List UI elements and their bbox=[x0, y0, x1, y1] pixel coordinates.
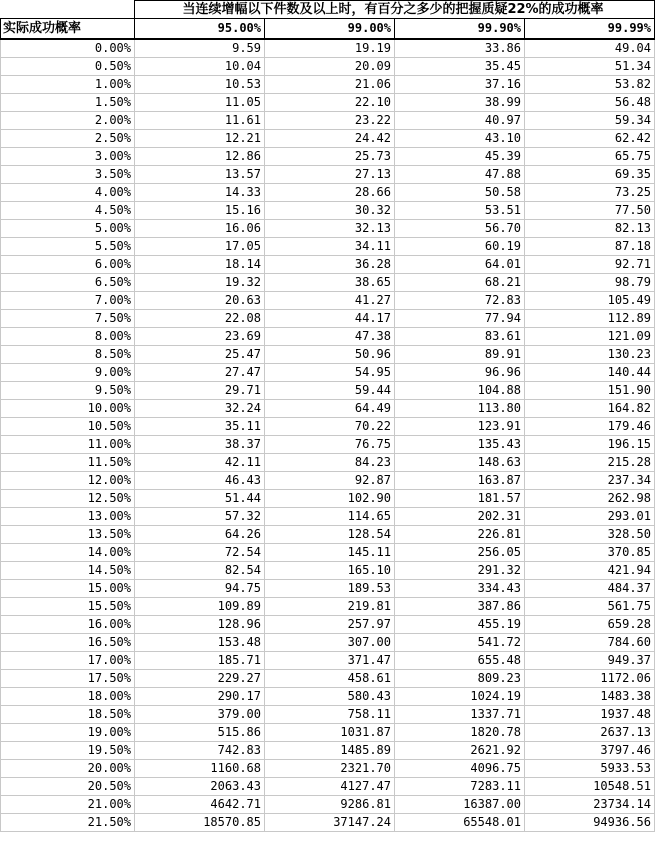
value-cell-99[interactable]: 580.43 bbox=[265, 688, 395, 706]
value-cell-99-99[interactable]: 87.18 bbox=[525, 238, 655, 256]
table-row bbox=[1, 778, 655, 796]
table-row bbox=[1, 616, 655, 634]
value-cell-99[interactable]: 41.27 bbox=[265, 292, 395, 310]
table-row bbox=[1, 454, 655, 472]
spreadsheet-body bbox=[1, 1, 655, 832]
value-cell-95[interactable]: 29.71 bbox=[135, 382, 265, 400]
value-cell-95[interactable]: 153.48 bbox=[135, 634, 265, 652]
rate-cell[interactable]: 16.50% bbox=[1, 634, 135, 652]
value-cell-99-9[interactable]: 72.83 bbox=[395, 292, 525, 310]
rate-cell[interactable]: 3.00% bbox=[1, 148, 135, 166]
value-cell-95[interactable]: 742.83 bbox=[135, 742, 265, 760]
value-cell-99-9[interactable]: 65548.01 bbox=[395, 814, 525, 832]
value-cell-99-9[interactable]: 64.01 bbox=[395, 256, 525, 274]
rate-cell[interactable]: 9.00% bbox=[1, 364, 135, 382]
value-cell-95[interactable]: 82.54 bbox=[135, 562, 265, 580]
table-row bbox=[1, 220, 655, 238]
table-row bbox=[1, 814, 655, 832]
value-cell-99[interactable]: 165.10 bbox=[265, 562, 395, 580]
rate-cell[interactable]: 18.50% bbox=[1, 706, 135, 724]
rate-cell[interactable]: 14.00% bbox=[1, 544, 135, 562]
table-row bbox=[1, 76, 655, 94]
value-cell-99-9[interactable]: 202.31 bbox=[395, 508, 525, 526]
value-cell-99-99[interactable]: 164.82 bbox=[525, 400, 655, 418]
value-cell-99[interactable]: 37147.24 bbox=[265, 814, 395, 832]
value-cell-99[interactable]: 102.90 bbox=[265, 490, 395, 508]
value-cell-99[interactable]: 189.53 bbox=[265, 580, 395, 598]
value-cell-99[interactable]: 38.65 bbox=[265, 274, 395, 292]
value-cell-99-99[interactable]: 5933.53 bbox=[525, 760, 655, 778]
value-cell-99-9[interactable]: 135.43 bbox=[395, 436, 525, 454]
value-cell-99[interactable]: 307.00 bbox=[265, 634, 395, 652]
rate-cell[interactable]: 7.00% bbox=[1, 292, 135, 310]
value-cell-99-99[interactable]: 659.28 bbox=[525, 616, 655, 634]
rate-cell[interactable]: 17.00% bbox=[1, 652, 135, 670]
table-row bbox=[1, 310, 655, 328]
value-cell-99[interactable]: 23.22 bbox=[265, 112, 395, 130]
value-cell-99-99[interactable]: 1937.48 bbox=[525, 706, 655, 724]
value-cell-99-99[interactable]: 59.34 bbox=[525, 112, 655, 130]
value-cell-99-9[interactable]: 38.99 bbox=[395, 94, 525, 112]
value-cell-99-9[interactable]: 455.19 bbox=[395, 616, 525, 634]
table-row bbox=[1, 166, 655, 184]
value-cell-99[interactable]: 27.13 bbox=[265, 166, 395, 184]
table-row bbox=[1, 508, 655, 526]
value-cell-95[interactable]: 11.05 bbox=[135, 94, 265, 112]
value-cell-99[interactable]: 64.49 bbox=[265, 400, 395, 418]
table-row bbox=[1, 760, 655, 778]
table-row bbox=[1, 94, 655, 112]
value-cell-99-99[interactable]: 484.37 bbox=[525, 580, 655, 598]
table-row bbox=[1, 670, 655, 688]
value-cell-99-9[interactable]: 1337.71 bbox=[395, 706, 525, 724]
value-cell-95[interactable]: 32.24 bbox=[135, 400, 265, 418]
value-cell-99[interactable]: 54.95 bbox=[265, 364, 395, 382]
value-cell-99[interactable]: 219.81 bbox=[265, 598, 395, 616]
table-row bbox=[1, 346, 655, 364]
value-cell-95[interactable]: 51.44 bbox=[135, 490, 265, 508]
value-cell-99-9[interactable]: 226.81 bbox=[395, 526, 525, 544]
value-cell-95[interactable]: 27.47 bbox=[135, 364, 265, 382]
value-cell-95[interactable]: 379.00 bbox=[135, 706, 265, 724]
value-cell-95[interactable]: 2063.43 bbox=[135, 778, 265, 796]
table-row bbox=[1, 634, 655, 652]
value-cell-99[interactable]: 22.10 bbox=[265, 94, 395, 112]
value-cell-99-99[interactable]: 293.01 bbox=[525, 508, 655, 526]
table-row bbox=[1, 472, 655, 490]
value-cell-99-99[interactable]: 94936.56 bbox=[525, 814, 655, 832]
rate-cell[interactable]: 15.50% bbox=[1, 598, 135, 616]
value-cell-95[interactable]: 109.89 bbox=[135, 598, 265, 616]
table-title[interactable]: 当连续增幅以下件数及以上时，有百分之多少的把握质疑22%的成功概率 bbox=[135, 1, 655, 19]
table-row bbox=[1, 112, 655, 130]
value-cell-95[interactable]: 23.69 bbox=[135, 328, 265, 346]
value-cell-99-9[interactable]: 4096.75 bbox=[395, 760, 525, 778]
value-cell-95[interactable]: 18.14 bbox=[135, 256, 265, 274]
value-cell-99[interactable]: 44.17 bbox=[265, 310, 395, 328]
rate-cell[interactable]: 12.50% bbox=[1, 490, 135, 508]
value-cell-99-9[interactable]: 16387.00 bbox=[395, 796, 525, 814]
column-header-99-9[interactable]: 99.90% bbox=[395, 19, 525, 40]
value-cell-99-99[interactable]: 3797.46 bbox=[525, 742, 655, 760]
value-cell-99[interactable]: 59.44 bbox=[265, 382, 395, 400]
table-row bbox=[1, 706, 655, 724]
rate-cell[interactable]: 1.00% bbox=[1, 76, 135, 94]
table-row bbox=[1, 39, 655, 58]
value-cell-99-99[interactable]: 82.13 bbox=[525, 220, 655, 238]
rate-cell[interactable]: 18.00% bbox=[1, 688, 135, 706]
value-cell-99-9[interactable]: 40.97 bbox=[395, 112, 525, 130]
table-row bbox=[1, 238, 655, 256]
rate-cell[interactable]: 4.00% bbox=[1, 184, 135, 202]
rate-cell[interactable]: 11.50% bbox=[1, 454, 135, 472]
value-cell-99-9[interactable]: 77.94 bbox=[395, 310, 525, 328]
column-header-99-99[interactable]: 99.99% bbox=[525, 19, 655, 40]
value-cell-99-9[interactable]: 47.88 bbox=[395, 166, 525, 184]
value-cell-99-99[interactable]: 69.35 bbox=[525, 166, 655, 184]
rate-cell[interactable]: 0.00% bbox=[1, 39, 135, 58]
value-cell-99[interactable]: 32.13 bbox=[265, 220, 395, 238]
value-cell-99-9[interactable]: 37.16 bbox=[395, 76, 525, 94]
rate-cell[interactable]: 1.50% bbox=[1, 94, 135, 112]
title-row bbox=[1, 1, 655, 19]
value-cell-99-99[interactable]: 62.42 bbox=[525, 130, 655, 148]
value-cell-99[interactable]: 30.32 bbox=[265, 202, 395, 220]
rate-cell[interactable]: 5.50% bbox=[1, 238, 135, 256]
value-cell-99-99[interactable]: 23734.14 bbox=[525, 796, 655, 814]
value-cell-99[interactable]: 76.75 bbox=[265, 436, 395, 454]
value-cell-99[interactable]: 9286.81 bbox=[265, 796, 395, 814]
rate-cell[interactable]: 8.50% bbox=[1, 346, 135, 364]
value-cell-99-99[interactable]: 421.94 bbox=[525, 562, 655, 580]
value-cell-99[interactable]: 145.11 bbox=[265, 544, 395, 562]
table-row bbox=[1, 688, 655, 706]
value-cell-95[interactable]: 42.11 bbox=[135, 454, 265, 472]
rate-cell[interactable]: 10.50% bbox=[1, 418, 135, 436]
value-cell-99-99[interactable]: 10548.51 bbox=[525, 778, 655, 796]
rate-cell[interactable]: 19.00% bbox=[1, 724, 135, 742]
table-row bbox=[1, 292, 655, 310]
value-cell-99-9[interactable]: 43.10 bbox=[395, 130, 525, 148]
value-cell-99[interactable]: 34.11 bbox=[265, 238, 395, 256]
rate-cell[interactable]: 20.00% bbox=[1, 760, 135, 778]
table-row bbox=[1, 328, 655, 346]
value-cell-99-9[interactable]: 163.87 bbox=[395, 472, 525, 490]
value-cell-99-9[interactable]: 50.58 bbox=[395, 184, 525, 202]
value-cell-95[interactable]: 57.32 bbox=[135, 508, 265, 526]
rate-cell[interactable]: 8.00% bbox=[1, 328, 135, 346]
value-cell-99[interactable]: 50.96 bbox=[265, 346, 395, 364]
value-cell-99-9[interactable]: 45.39 bbox=[395, 148, 525, 166]
value-cell-99-99[interactable]: 2637.13 bbox=[525, 724, 655, 742]
value-cell-99[interactable]: 28.66 bbox=[265, 184, 395, 202]
value-cell-99-99[interactable]: 1483.38 bbox=[525, 688, 655, 706]
value-cell-99[interactable]: 1031.87 bbox=[265, 724, 395, 742]
rate-cell[interactable]: 5.00% bbox=[1, 220, 135, 238]
value-cell-99-99[interactable]: 328.50 bbox=[525, 526, 655, 544]
value-cell-99-9[interactable]: 56.70 bbox=[395, 220, 525, 238]
value-cell-99-99[interactable]: 130.23 bbox=[525, 346, 655, 364]
value-cell-95[interactable]: 20.63 bbox=[135, 292, 265, 310]
value-cell-99-9[interactable]: 291.32 bbox=[395, 562, 525, 580]
rate-cell[interactable]: 7.50% bbox=[1, 310, 135, 328]
rate-cell[interactable]: 4.50% bbox=[1, 202, 135, 220]
value-cell-99-9[interactable]: 83.61 bbox=[395, 328, 525, 346]
table-row bbox=[1, 796, 655, 814]
value-cell-99-9[interactable]: 655.48 bbox=[395, 652, 525, 670]
column-header-99[interactable]: 99.00% bbox=[265, 19, 395, 40]
value-cell-99-9[interactable]: 1820.78 bbox=[395, 724, 525, 742]
value-cell-99[interactable]: 371.47 bbox=[265, 652, 395, 670]
value-cell-99-99[interactable]: 51.34 bbox=[525, 58, 655, 76]
value-cell-95[interactable]: 18570.85 bbox=[135, 814, 265, 832]
value-cell-99-99[interactable]: 140.44 bbox=[525, 364, 655, 382]
value-cell-95[interactable]: 10.53 bbox=[135, 76, 265, 94]
table-row bbox=[1, 598, 655, 616]
value-cell-95[interactable]: 13.57 bbox=[135, 166, 265, 184]
value-cell-99-9[interactable]: 387.86 bbox=[395, 598, 525, 616]
value-cell-99-99[interactable]: 121.09 bbox=[525, 328, 655, 346]
value-cell-95[interactable]: 46.43 bbox=[135, 472, 265, 490]
value-cell-99-99[interactable]: 98.79 bbox=[525, 274, 655, 292]
table-row bbox=[1, 562, 655, 580]
value-cell-99-9[interactable]: 53.51 bbox=[395, 202, 525, 220]
value-cell-99-99[interactable]: 262.98 bbox=[525, 490, 655, 508]
value-cell-99-9[interactable]: 1024.19 bbox=[395, 688, 525, 706]
value-cell-95[interactable]: 22.08 bbox=[135, 310, 265, 328]
rate-cell[interactable]: 12.00% bbox=[1, 472, 135, 490]
table-row bbox=[1, 184, 655, 202]
value-cell-99-9[interactable]: 60.19 bbox=[395, 238, 525, 256]
value-cell-99[interactable]: 70.22 bbox=[265, 418, 395, 436]
rate-cell[interactable]: 17.50% bbox=[1, 670, 135, 688]
value-cell-99-9[interactable]: 68.21 bbox=[395, 274, 525, 292]
table-row bbox=[1, 382, 655, 400]
value-cell-99[interactable]: 36.28 bbox=[265, 256, 395, 274]
table-row bbox=[1, 652, 655, 670]
table-row bbox=[1, 418, 655, 436]
rate-cell[interactable]: 10.00% bbox=[1, 400, 135, 418]
value-cell-95[interactable]: 35.11 bbox=[135, 418, 265, 436]
value-cell-95[interactable]: 229.27 bbox=[135, 670, 265, 688]
rate-cell[interactable]: 2.50% bbox=[1, 130, 135, 148]
value-cell-99-99[interactable]: 56.48 bbox=[525, 94, 655, 112]
value-cell-99-99[interactable]: 53.82 bbox=[525, 76, 655, 94]
rate-cell[interactable]: 2.00% bbox=[1, 112, 135, 130]
value-cell-95[interactable]: 19.32 bbox=[135, 274, 265, 292]
value-cell-99-99[interactable]: 561.75 bbox=[525, 598, 655, 616]
value-cell-99-99[interactable]: 215.28 bbox=[525, 454, 655, 472]
value-cell-95[interactable]: 1160.68 bbox=[135, 760, 265, 778]
table-row bbox=[1, 256, 655, 274]
table-row bbox=[1, 148, 655, 166]
value-cell-99-99[interactable]: 370.85 bbox=[525, 544, 655, 562]
table-row bbox=[1, 580, 655, 598]
rate-cell[interactable]: 6.00% bbox=[1, 256, 135, 274]
value-cell-99-9[interactable]: 2621.92 bbox=[395, 742, 525, 760]
value-cell-95[interactable]: 25.47 bbox=[135, 346, 265, 364]
table-row bbox=[1, 490, 655, 508]
value-cell-99-99[interactable]: 73.25 bbox=[525, 184, 655, 202]
rate-cell[interactable]: 11.00% bbox=[1, 436, 135, 454]
table-row bbox=[1, 202, 655, 220]
value-cell-99-9[interactable]: 148.63 bbox=[395, 454, 525, 472]
value-cell-99-9[interactable]: 35.45 bbox=[395, 58, 525, 76]
value-cell-99-9[interactable]: 113.80 bbox=[395, 400, 525, 418]
value-cell-95[interactable]: 94.75 bbox=[135, 580, 265, 598]
table-row bbox=[1, 544, 655, 562]
rate-cell[interactable]: 9.50% bbox=[1, 382, 135, 400]
rate-cell[interactable]: 13.50% bbox=[1, 526, 135, 544]
value-cell-95[interactable]: 38.37 bbox=[135, 436, 265, 454]
value-cell-99[interactable]: 25.73 bbox=[265, 148, 395, 166]
value-cell-99-99[interactable]: 1172.06 bbox=[525, 670, 655, 688]
value-cell-95[interactable]: 16.06 bbox=[135, 220, 265, 238]
blank-cell[interactable] bbox=[1, 1, 135, 19]
value-cell-99[interactable]: 128.54 bbox=[265, 526, 395, 544]
header-row bbox=[1, 19, 655, 40]
value-cell-95[interactable]: 9.59 bbox=[135, 39, 265, 58]
value-cell-99[interactable]: 21.06 bbox=[265, 76, 395, 94]
value-cell-99-9[interactable]: 89.91 bbox=[395, 346, 525, 364]
value-cell-95[interactable]: 15.16 bbox=[135, 202, 265, 220]
table-row bbox=[1, 436, 655, 454]
table-row bbox=[1, 274, 655, 292]
value-cell-99[interactable]: 20.09 bbox=[265, 58, 395, 76]
value-cell-99-99[interactable]: 77.50 bbox=[525, 202, 655, 220]
table-row bbox=[1, 400, 655, 418]
rate-cell[interactable]: 16.00% bbox=[1, 616, 135, 634]
value-cell-95[interactable]: 72.54 bbox=[135, 544, 265, 562]
value-cell-99-9[interactable]: 181.57 bbox=[395, 490, 525, 508]
value-cell-99-9[interactable]: 7283.11 bbox=[395, 778, 525, 796]
value-cell-95[interactable]: 515.86 bbox=[135, 724, 265, 742]
table-row bbox=[1, 58, 655, 76]
rate-cell[interactable]: 0.50% bbox=[1, 58, 135, 76]
value-cell-99-99[interactable]: 65.75 bbox=[525, 148, 655, 166]
value-cell-99-9[interactable]: 123.91 bbox=[395, 418, 525, 436]
value-cell-99-99[interactable]: 196.15 bbox=[525, 436, 655, 454]
value-cell-99-99[interactable]: 784.60 bbox=[525, 634, 655, 652]
value-cell-99-99[interactable]: 237.34 bbox=[525, 472, 655, 490]
rate-cell[interactable]: 15.00% bbox=[1, 580, 135, 598]
value-cell-99[interactable]: 47.38 bbox=[265, 328, 395, 346]
value-cell-99-9[interactable]: 334.43 bbox=[395, 580, 525, 598]
value-cell-99-9[interactable]: 541.72 bbox=[395, 634, 525, 652]
rate-cell[interactable]: 21.50% bbox=[1, 814, 135, 832]
value-cell-95[interactable]: 185.71 bbox=[135, 652, 265, 670]
rate-cell[interactable]: 6.50% bbox=[1, 274, 135, 292]
value-cell-99[interactable]: 24.42 bbox=[265, 130, 395, 148]
value-cell-99[interactable]: 84.23 bbox=[265, 454, 395, 472]
table-row bbox=[1, 526, 655, 544]
table-row bbox=[1, 130, 655, 148]
value-cell-95[interactable]: 4642.71 bbox=[135, 796, 265, 814]
value-cell-99[interactable]: 92.87 bbox=[265, 472, 395, 490]
value-cell-99[interactable]: 257.97 bbox=[265, 616, 395, 634]
value-cell-99-9[interactable]: 96.96 bbox=[395, 364, 525, 382]
rate-cell[interactable]: 14.50% bbox=[1, 562, 135, 580]
value-cell-99-99[interactable]: 105.49 bbox=[525, 292, 655, 310]
column-header-actual-rate[interactable]: 实际成功概率 bbox=[1, 19, 135, 40]
value-cell-99[interactable]: 2321.70 bbox=[265, 760, 395, 778]
value-cell-99-99[interactable]: 112.89 bbox=[525, 310, 655, 328]
value-cell-99[interactable]: 4127.47 bbox=[265, 778, 395, 796]
value-cell-95[interactable]: 10.04 bbox=[135, 58, 265, 76]
value-cell-99-99[interactable]: 179.46 bbox=[525, 418, 655, 436]
rate-cell[interactable]: 19.50% bbox=[1, 742, 135, 760]
rate-cell[interactable]: 13.00% bbox=[1, 508, 135, 526]
value-cell-95[interactable]: 11.61 bbox=[135, 112, 265, 130]
value-cell-95[interactable]: 290.17 bbox=[135, 688, 265, 706]
column-header-95[interactable]: 95.00% bbox=[135, 19, 265, 40]
value-cell-99[interactable]: 19.19 bbox=[265, 39, 395, 58]
value-cell-99-99[interactable]: 49.04 bbox=[525, 39, 655, 58]
value-cell-95[interactable]: 12.21 bbox=[135, 130, 265, 148]
value-cell-99-99[interactable]: 151.90 bbox=[525, 382, 655, 400]
value-cell-99-99[interactable]: 92.71 bbox=[525, 256, 655, 274]
value-cell-99[interactable]: 758.11 bbox=[265, 706, 395, 724]
value-cell-99-9[interactable]: 256.05 bbox=[395, 544, 525, 562]
value-cell-99-9[interactable]: 104.88 bbox=[395, 382, 525, 400]
value-cell-95[interactable]: 128.96 bbox=[135, 616, 265, 634]
value-cell-95[interactable]: 12.86 bbox=[135, 148, 265, 166]
rate-cell[interactable]: 21.00% bbox=[1, 796, 135, 814]
value-cell-95[interactable]: 14.33 bbox=[135, 184, 265, 202]
rate-cell[interactable]: 20.50% bbox=[1, 778, 135, 796]
table-row bbox=[1, 364, 655, 382]
value-cell-99[interactable]: 114.65 bbox=[265, 508, 395, 526]
rate-cell[interactable]: 3.50% bbox=[1, 166, 135, 184]
table-row bbox=[1, 724, 655, 742]
value-cell-99[interactable]: 458.61 bbox=[265, 670, 395, 688]
table-row bbox=[1, 742, 655, 760]
value-cell-95[interactable]: 17.05 bbox=[135, 238, 265, 256]
value-cell-99[interactable]: 1485.89 bbox=[265, 742, 395, 760]
value-cell-99-99[interactable]: 949.37 bbox=[525, 652, 655, 670]
value-cell-99-9[interactable]: 33.86 bbox=[395, 39, 525, 58]
value-cell-99-9[interactable]: 809.23 bbox=[395, 670, 525, 688]
value-cell-95[interactable]: 64.26 bbox=[135, 526, 265, 544]
